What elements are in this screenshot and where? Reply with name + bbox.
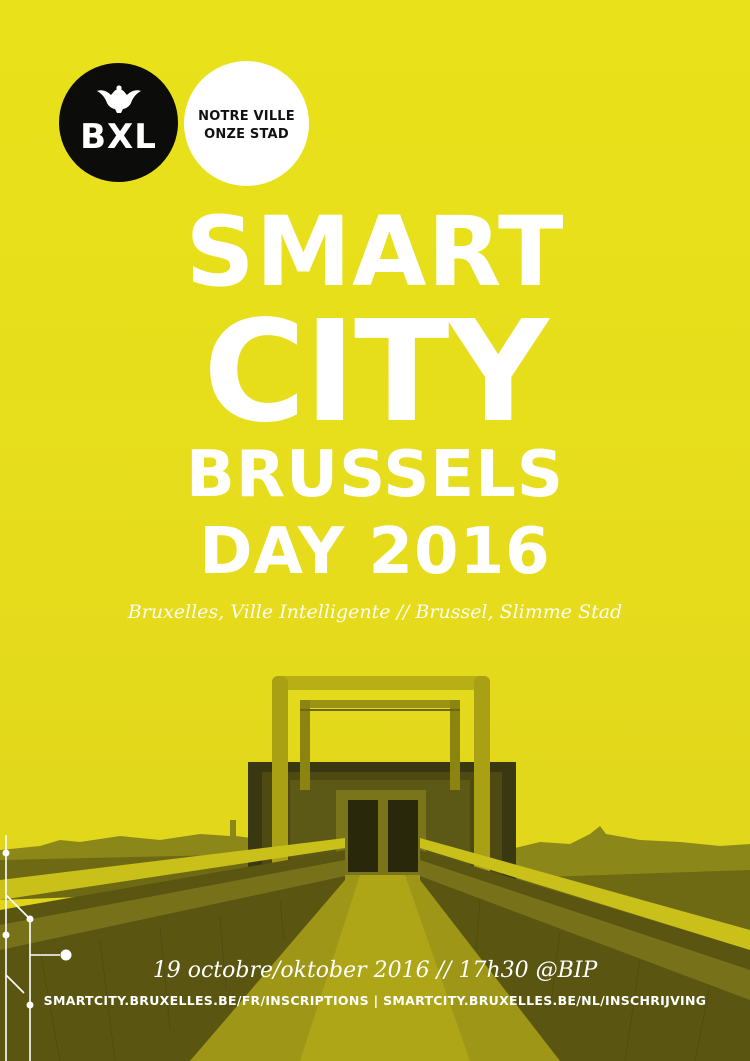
- title-smart: SMART: [185, 196, 565, 308]
- title-city: CITY: [203, 291, 547, 454]
- event-date: 19 octobre/oktober 2016 // 17h30 @BIP: [152, 958, 598, 983]
- title-brussels: BRUSSELS: [186, 438, 564, 512]
- bird-icon: [97, 85, 141, 113]
- notre-ville-logo: [184, 61, 309, 186]
- notre-ville-text: NOTRE VILLE: [198, 109, 295, 124]
- bxl-logo-text: BXL: [80, 117, 157, 157]
- bxl-logo: [59, 63, 178, 182]
- registration-links[interactable]: SMARTCITY.BRUXELLES.BE/FR/INSCRIPTIONS | SMARTCITY.BRUXELLES.BE/NL/INSCHRIJVING: [43, 993, 707, 1008]
- onze-stad-text: ONZE STAD: [204, 127, 289, 142]
- title-day-2016: DAY 2016: [199, 515, 551, 589]
- subtitle: Bruxelles, Ville Intelligente // Brussel, Slimme Stad: [127, 601, 623, 623]
- circuit-icon: [0, 835, 90, 1061]
